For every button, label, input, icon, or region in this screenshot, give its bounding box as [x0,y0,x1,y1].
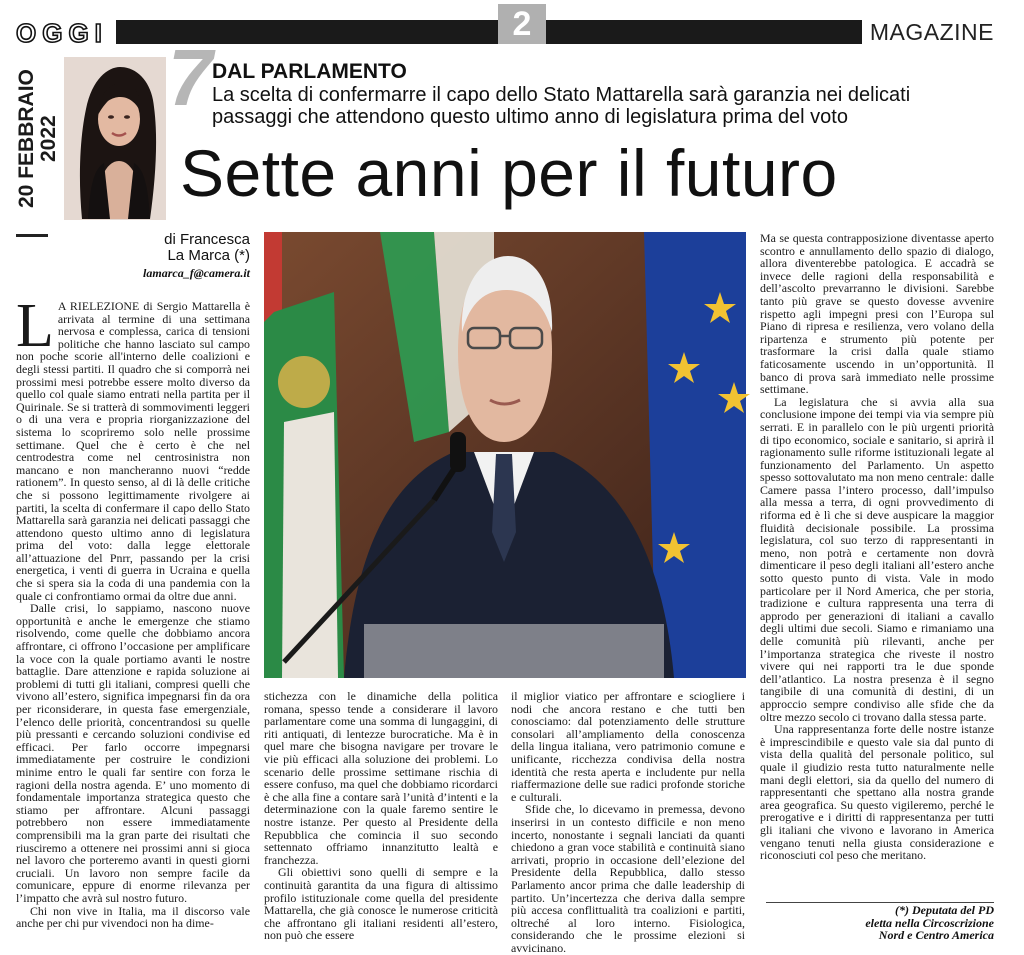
footnote-line: eletta nella Circoscrizione [865,915,994,930]
byline-author: La Marca (*) [167,247,250,264]
article-paragraph: Una rappresentanza forte delle nostre istanze è imprescindibile e questo vale sia dal punto di vista della qualità del personale politico, sul quale il giudizio resta tutto naturalmente nelle mani degli elettori, sia da quello del numero di rappresentanti che spettano alla nostra grande area geografica. Su questo vigileremo, perché le prerogative e i diritti di rappresentanza per tutti gli italiani che vivono e lavorano in America vengano tenuti nella giusta considerazione e riconosciuti col peso che meritano. [760,722,994,863]
article-column-3 [511,689,745,955]
headline: Sette anni per il futuro [180,136,838,210]
article-column-2 [264,690,498,942]
footnote-line: Nord e Centro America [878,928,994,943]
article-paragraph: stichezza con le dinamiche della politica romana, spesso tende a considerare il lavoro parlamentare come una somma di lungaggini, di riti antiquati, di lentezze burocratiche. Ma è in quel mare che bisogna navigare per trovare le vie più efficaci alla soluzione dei problemi. Lo scenario delle prossime settimane rischia di essere confuso, ma quel che dobbiamo ricordarci è che alla fine a contare sarà l’unità d’intenti e la determinazione con la quale faremo sentire le nostre istanze. Per questo al Presidente della Repubblica che comincia il suo secondo settennato offriamo innanzitutto lealtà e franchezza. [264,689,498,867]
drop-cap: L [16,292,54,360]
article-paragraph [16,292,250,603]
article-paragraph: Dalle crisi, lo sappiamo, nascono nuove opportunità e anche le emergenze che stiamo risolvendo, come quelle che dobbiamo ancora affrontare, ci offrono l’occasione per amplificare la voce con la quale portiamo avanti le nostre battaglie. Dare attenzione e rapida soluzione ai problemi di tutti gli italiani, compresi quelli che vivono all’estero, significa impegnarsi fin da ora per riconsiderare, in questa fase emergenziale, l’elenco delle priorità, concentrandosi su quelle più pressanti e cercando soluzioni condivise ed efficaci. Per farlo occorre impegnarsi immediatamente per costruire le condizioni minime entro le quali far sentire con forza le ragioni della nostra agenda. E’ uno momento di fondamentale importanza strategica questo che stiamo per affrontare. Alcuni passaggi potrebbero non essere immediatamente comprensibili ma la gran parte dei risultati che riusciremo a ottenere nei prossimi anni si gioca nel lavoro che porteremo avanti in questi giorni cruciali. Un lavoro non sempre facile da comunicare, eppure di enorme rilevanza per l’impatto che avrà sul nostro futuro. [16,601,250,905]
article-paragraph: Sfide che, lo dicevamo in premessa, devono inserirsi in un contesto difficile e non meno incerto, nonostante i segnali lanciati da quanti chiedono a gran voce stabilità e continuità siano arrivati, proprio in occasione dell’elezione del Presidente della Repubblica, dallo stesso Parlamento ancor prima che dalle leadership di partito. Un’incertezza che deriva dalla sempre più accesa conflittualità tra coalizioni e partiti, oltreché al loro interno. Fisiologica, considerando che le prossime elezioni si avvicinano. [511,802,745,955]
byline-prefix: di Francesca [164,231,250,248]
article-column-1 [16,292,250,944]
article-paragraph: Gli obiettivi sono quelli di sempre e la continuità garantita da una figura di altissimo profilo istituzionale come quella del presidente Mattarella, che già conosce le numerose criticità che affrontano gli italiani residenti all’estero, non può che essere [264,865,498,943]
paragraph-text: A RIELEZIONE di Sergio Mattarella è arrivata al termine di una settimana nervosa e complessa, carica di tensioni politiche che hanno lasciato sul campo non poche scorie all'interno delle coalizioni e degli stessi partiti. Il quadro che si comporrà nei prossimi mesi potrebbe essere molto diverso da quello col quale siamo entrati nella partita per il Quirinale. Se si tratterà di sommovimenti leggeri o di una vera e propria riorganizzazione del sistema lo scopriremo solo nelle prossime settimane. Quel che è certo è che nel centrodestra come nel centrosinistra non mancano e non mancheranno nuovi “redde rationem”. In questo senso, al di là delle critiche che si possono legittimamente rivolgere ai partiti, la scelta di confermare il capo dello Stato Mattarella sarà garanzia nei delicati passaggi che attendono questo ultimo anno di legislatura prima del voto: dalla legge elettorale all’attuazione del Pnrr, passando per la crisi energetica, i venti di guerra in Ucraina e quella che si spera sia la coda di una pandemia con la quale ci confrontiamo ormai da oltre due anni. [16,299,250,603]
byline-rule [16,234,48,237]
masthead [16,5,994,48]
footnote-line: (*) Deputata del PD [895,903,994,917]
byline [60,232,250,281]
article-paragraph: il miglior viatico per affrontare e sciogliere i nodi che ancora restano e che tutti ben conosciamo: dal potenziamento delle strutture consolari all’ampliamento della conoscenza della lingua italiana, vero patrimonio comune e unificante, ricchezza condivisa della nostra identità che resta aperta e includente pur nella riaffermazione delle sue radici profonde storiche e culturali. [511,689,745,804]
page-number: 2 [498,4,546,44]
masthead-paper-name: OGGI [16,20,116,44]
big-seven-mark: 7 [168,33,213,122]
article-paragraph: La legislatura che si avvia alla sua conclusione impone dei tempi via via sempre più serrati. E in parallelo con le più urgenti priorità di tipo economico, sociale e sanitario, si aprirà il ragionamento sulle riforme istituzionali legate al funzionamento del Parlamento. Un aspetto spesso sottovalutato ma non meno centrale: dalle Camere passa l’intero processo, dall’impulso alla messa a terra, di ogni provvedimento di riforma ed è lì che si deve auspicare la maggior fluidità decisionale possibile. La prossima legislatura, col suo terzo di rappresentanti in meno, non potrà e certamente non dovrà dimenticare il peso degli italiani all’estero anche sotto questo punto di vista. Vale in modo particolare per il Nord America, che per storia, tradizione e cultura rappresenta una terra di approdo per generazioni di italiani a cavallo degli ultimi due secoli. Siamo e rimaniamo una delle comunità più rilevanti, anche per l’importanza strategica che riveste il nostro vivere qui nei rapporti tra le due sponde dell’atlantico. La nostra presenza è il segno tangibile di una comunità di destini, di un approccio sempre condiviso alle sfide che da oltre mezzo secolo ci trovano dalla stessa parte. [760,394,994,724]
mattarella-photo [264,232,746,678]
issue-date: 20 FEBBRAIO 2022 [15,69,60,209]
author-portrait [64,57,166,220]
author-email: lamarca_f@camera.it [143,266,250,280]
subheadline: La scelta di confermarre il capo dello Stato Mattarella sarà garanzia nei delicati passaggi che attendono questo ultimo anno di legislatura prima del voto [212,84,911,128]
section-kicker: DAL PARLAMENTO [212,60,407,83]
article-paragraph: Ma se questa contrapposizione diventasse aperto scontro e annullamento dello spazio di dialogo, allora diventerebbe patologica. E accadrà se invece delle ragioni della responsabilità e dell’ascolto prevarranno le divisioni. Sarebbe tanto più grave se questo dovesse avvenire rispetto agli impegni presi con l’Europa sul Piano di ripresa e resilienza, vero volano della ripartenza e strumento più potente per trasformare la crisi dalla quale stiamo faticosamente uscendo in un’opportunità. Il banco di prova sarà immediato nelle prossime settimane. [760,231,994,397]
article-column-4 [760,232,994,872]
author-footnote [760,904,994,942]
article-paragraph: Chi non vive in Italia, ma il discorso vale anche per chi pur vivendoci non ha dime- [16,903,250,931]
section-name: MAGAZINE [862,20,994,44]
